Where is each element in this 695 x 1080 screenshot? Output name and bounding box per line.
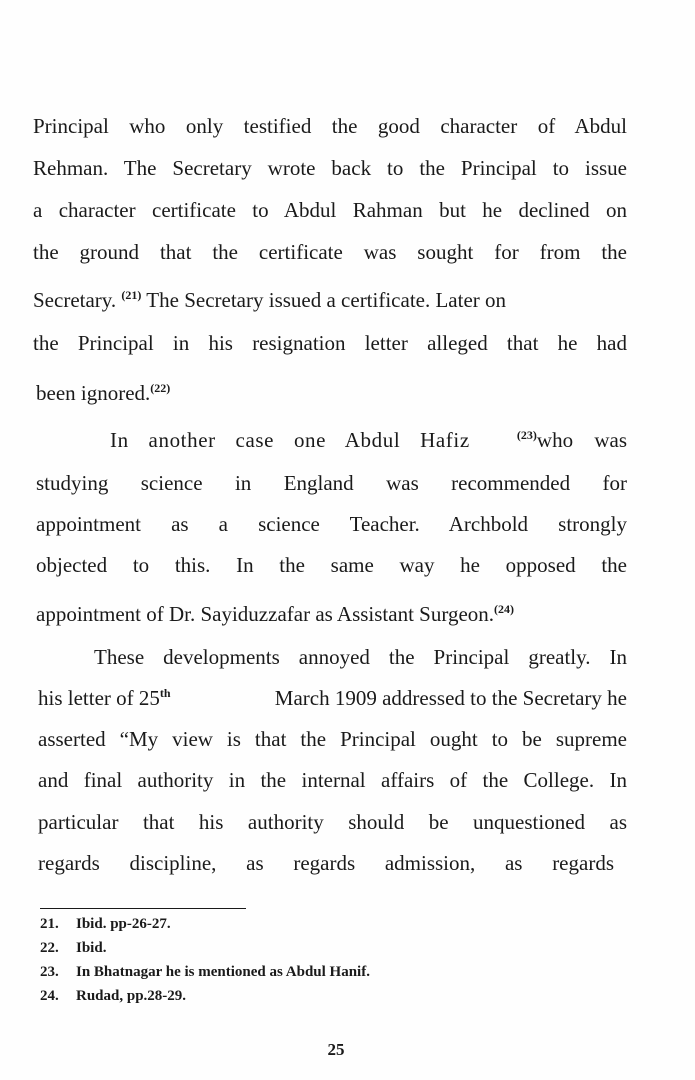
text-line: regards discipline, as regards admission, as regards: [38, 851, 614, 875]
text-fragment: [517, 430, 627, 451]
text-line: These developments annoyed the Principal greatly. In: [94, 645, 627, 669]
text-fragment: [110, 430, 517, 451]
text-line: [36, 604, 514, 625]
footnote-24: [40, 989, 186, 1004]
footnote-text: In Bhatnagar he is mentioned as Abdul Hanif.: [76, 964, 370, 980]
text-line: studying science in England was recommended for: [36, 471, 627, 495]
footnote-number: 23.: [40, 964, 59, 980]
text-fragment: March 1909 addressed to the Secretary he: [274, 686, 627, 710]
footnote-text: Ibid. pp-26-27.: [76, 916, 171, 932]
text-line: the ground that the certificate was sought for from the: [33, 240, 627, 264]
text-fragment: who was: [536, 428, 627, 452]
footnote-number: 24.: [40, 988, 59, 1004]
superscript: th: [159, 686, 171, 700]
footnote-21: [40, 917, 171, 932]
page-number: 25: [327, 1040, 345, 1059]
footnote-ref-22: (22): [150, 381, 171, 395]
text-line: Rehman. The Secretary wrote back to the Principal to issue: [33, 156, 627, 180]
text-fragment: The Secretary issued a certificate. Later on: [146, 288, 507, 312]
text-line: the Principal in his resignation letter alleged that he had: [33, 331, 627, 355]
text-line: objected to this. In the same way he opposed the: [36, 553, 627, 577]
text-fragment: Secretary.: [33, 288, 117, 312]
footnote-text: Ibid.: [76, 940, 107, 956]
text-fragment: [38, 688, 171, 709]
footnote-22: [40, 941, 106, 956]
text-line: [110, 430, 627, 451]
footnote-23: [40, 965, 370, 980]
text-line: appointment as a science Teacher. Archbold strongly: [36, 512, 627, 536]
text-fragment: appointment of Dr. Sayiduzzafar as Assistant Surgeon.: [36, 602, 495, 626]
footnote-number: 22.: [40, 940, 59, 956]
footnote-number: 21.: [40, 916, 59, 932]
footnote-divider: [40, 908, 246, 909]
text-line: a character certificate to Abdul Rahman but he declined on: [33, 198, 627, 222]
text-line: [36, 383, 170, 404]
text-line: and final authority in the internal affairs of the College. In: [38, 768, 627, 792]
text-line: [38, 688, 627, 709]
text-line: asserted “My view is that the Principal ought to be supreme: [38, 727, 627, 751]
text-fragment: In another case one Abdul Hafiz: [110, 428, 470, 452]
footnote-ref-23: (23): [516, 428, 537, 442]
footnote-ref-24: (24): [494, 602, 515, 616]
text-fragment: been ignored.: [36, 381, 151, 405]
text-fragment: his letter of 25: [38, 686, 160, 710]
text-line: Principal who only testified the good character of Abdul: [33, 114, 627, 138]
text-line: particular that his authority should be unquestioned as: [38, 810, 627, 834]
footnote-ref-21: (21): [121, 288, 142, 302]
text-line: [33, 290, 627, 311]
footnote-text: Rudad, pp.28-29.: [76, 988, 187, 1004]
